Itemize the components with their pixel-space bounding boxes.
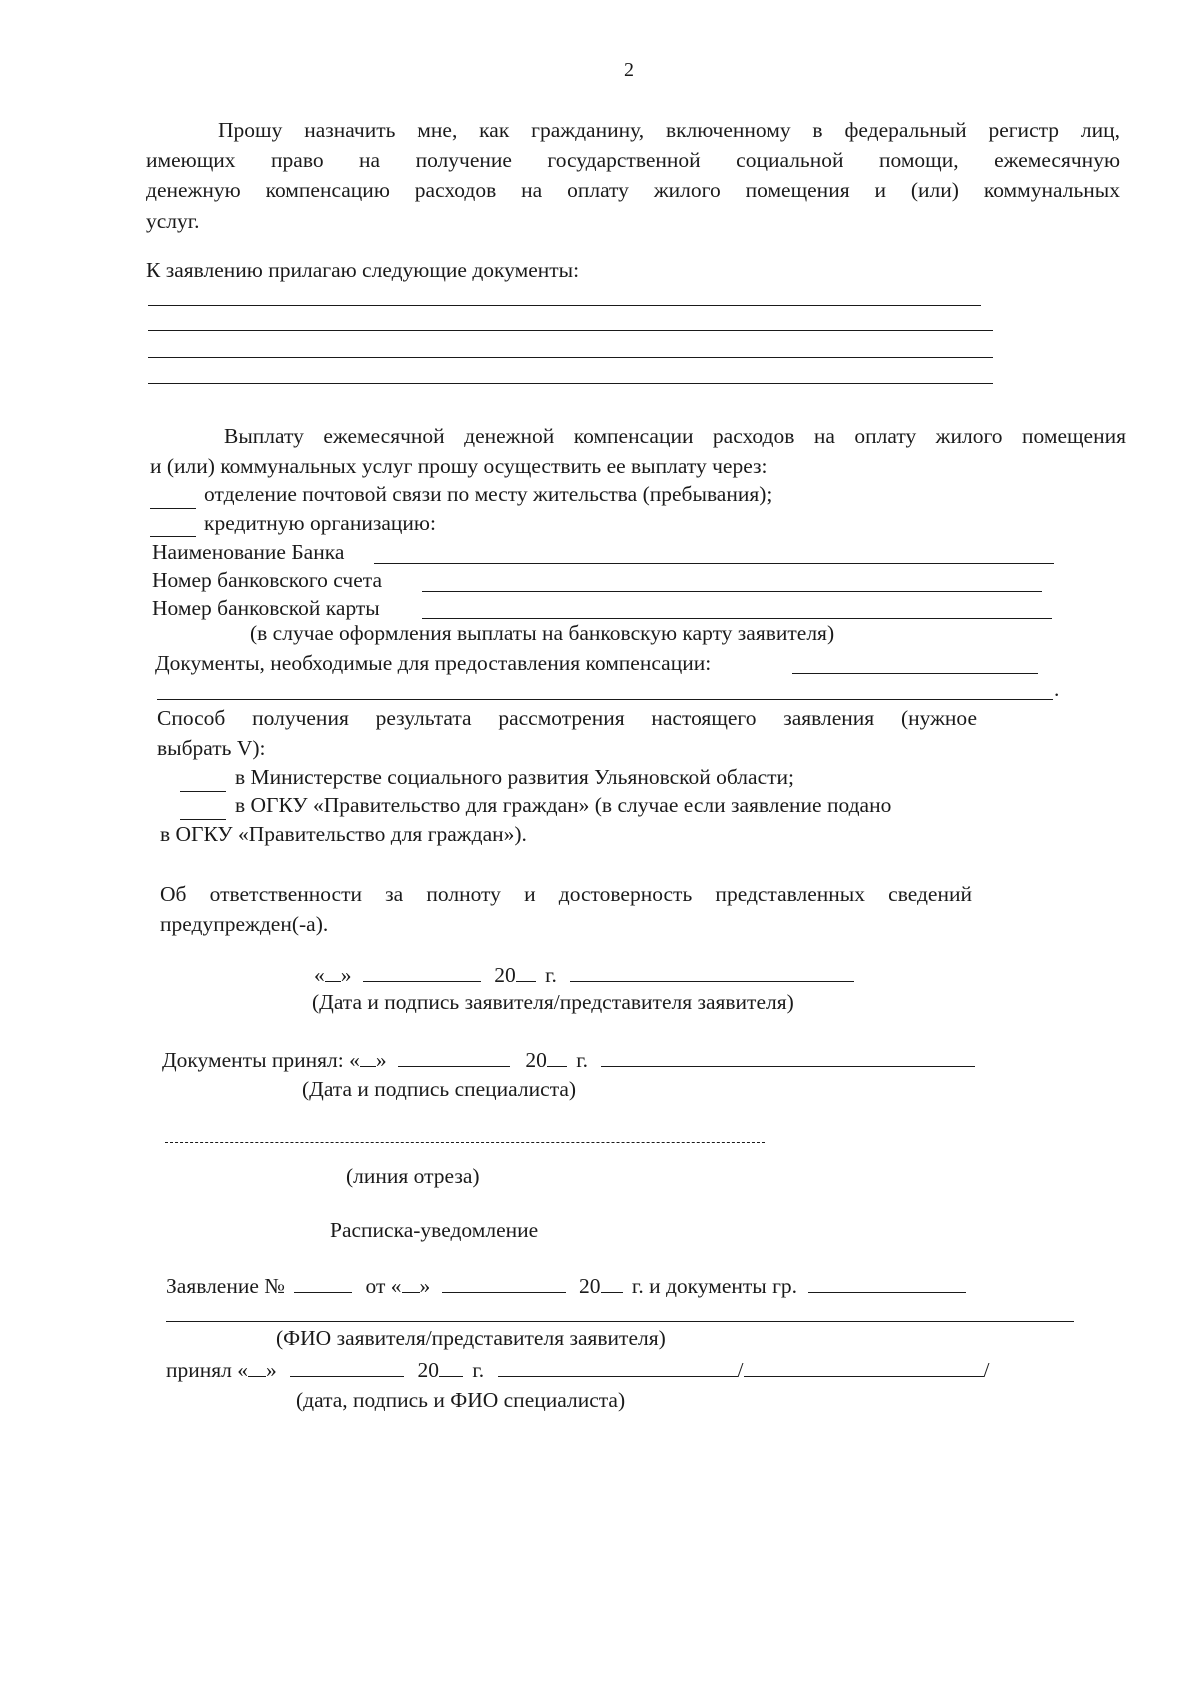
- close-quote: »: [340, 963, 352, 987]
- accepted-year-field[interactable]: [547, 1050, 567, 1067]
- documents-end-period: .: [1054, 677, 1060, 701]
- documents-field-1[interactable]: [792, 673, 1038, 674]
- receipt-accepted-line[interactable]: [166, 1358, 990, 1384]
- accepted-label: Документы принял: «: [162, 1048, 360, 1072]
- payment-line-2: и (или) коммунальных услуг прошу осуществить ее выплату через:: [150, 454, 768, 478]
- receipt-year-prefix: 20: [579, 1274, 601, 1298]
- receipt-accepted-year-suffix: г.: [472, 1358, 485, 1382]
- cut-line: [165, 1142, 765, 1143]
- applicant-signature-field[interactable]: [570, 965, 854, 982]
- applicant-caption: (Дата и подпись заявителя/представителя заявителя): [312, 990, 794, 1014]
- receipt-title: Расписка-уведомление: [330, 1218, 539, 1242]
- citizen-name-field-2[interactable]: [166, 1321, 1074, 1322]
- day-field[interactable]: [325, 965, 341, 982]
- bank-account-field[interactable]: [422, 591, 1042, 592]
- credit-option-checkbox[interactable]: [150, 536, 196, 537]
- accepted-caption: (Дата и подпись специалиста): [302, 1077, 577, 1101]
- citizen-name-field[interactable]: [808, 1276, 966, 1293]
- ministry-option-label: в Министерстве социального развития Ульяновской области;: [235, 765, 794, 789]
- request-line-4: услуг.: [146, 209, 200, 233]
- cut-line-caption: (линия отреза): [346, 1164, 480, 1188]
- open-quote: «: [314, 963, 325, 987]
- ogku-option-checkbox[interactable]: [180, 819, 226, 820]
- page-number: 2: [624, 59, 634, 81]
- accepted-day-field[interactable]: [360, 1050, 376, 1067]
- attachment-line-1[interactable]: [148, 305, 981, 306]
- bank-name-label: Наименование Банка: [152, 540, 345, 564]
- specialist-signature-field[interactable]: [498, 1360, 738, 1377]
- accepted-year-suffix: г.: [576, 1048, 589, 1072]
- attachment-line-3[interactable]: [148, 357, 993, 358]
- fio-caption: (ФИО заявителя/представителя заявителя): [276, 1326, 666, 1350]
- statement-number-field[interactable]: [294, 1276, 352, 1293]
- bank-account-label: Номер банковского счета: [152, 568, 382, 592]
- result-line-1: Способ получения результата рассмотрения настоящего заявления (нужное: [157, 706, 977, 730]
- request-line-3: денежную компенсацию расходов на оплату жилого помещения и (или) коммунальных: [146, 178, 1120, 202]
- receipt-statement-line[interactable]: [166, 1274, 966, 1300]
- statement-label: Заявление №: [166, 1274, 285, 1298]
- receipt-day-field[interactable]: [402, 1276, 420, 1293]
- ogku-option-label-2: в ОГКУ «Правительство для граждан»).: [160, 822, 527, 846]
- slash-2: /: [983, 1358, 990, 1382]
- receipt-accepted-label: принял «: [166, 1358, 249, 1382]
- attachments-label: К заявлению прилагаю следующие документы:: [146, 258, 580, 282]
- bank-name-field[interactable]: [374, 563, 1054, 564]
- year-prefix: 20: [494, 963, 516, 987]
- credit-option-label: кредитную организацию:: [204, 511, 436, 535]
- receipt-month-field[interactable]: [442, 1276, 566, 1293]
- year-suffix: г.: [545, 963, 557, 987]
- accepted-line[interactable]: [162, 1048, 975, 1074]
- payment-line-1: Выплату ежемесячной денежной компенсации расходов на оплату жилого помещения: [224, 424, 1126, 448]
- attachment-line-4[interactable]: [148, 383, 993, 384]
- request-line-2: имеющих право на получение государственной социальной помощи, ежемесячную: [146, 148, 1120, 172]
- post-option-checkbox[interactable]: [150, 508, 196, 509]
- docs-label: г. и документы гр.: [631, 1274, 798, 1298]
- applicant-date-line[interactable]: [314, 963, 854, 989]
- year-field[interactable]: [516, 965, 536, 982]
- receipt-accepted-year-field[interactable]: [439, 1360, 463, 1377]
- bank-card-field[interactable]: [422, 618, 1052, 619]
- ogku-option-label-1: в ОГКУ «Правительство для граждан» (в случае если заявление подано: [235, 793, 892, 817]
- post-option-label: отделение почтовой связи по месту жительства (пребывания);: [204, 482, 773, 506]
- accepted-signature-field[interactable]: [601, 1050, 975, 1067]
- specialist-name-field[interactable]: [744, 1360, 984, 1377]
- receipt-accepted-day-field[interactable]: [248, 1360, 266, 1377]
- attachment-line-2[interactable]: [148, 330, 993, 331]
- slash-1: /: [737, 1358, 744, 1382]
- ministry-option-checkbox[interactable]: [180, 791, 226, 792]
- responsibility-line-2: предупрежден(-а).: [160, 912, 329, 936]
- receipt-accepted-year-prefix: 20: [417, 1358, 440, 1382]
- receipt-accepted-close-quote: »: [266, 1358, 277, 1382]
- documents-label: Документы, необходимые для предоставления компенсации:: [155, 651, 712, 675]
- receipt-accepted-month-field[interactable]: [290, 1360, 404, 1377]
- card-note: (в случае оформления выплаты на банковскую карту заявителя): [250, 621, 835, 645]
- accepted-close-quote: »: [375, 1048, 387, 1072]
- from-label: от «: [365, 1274, 402, 1298]
- bank-card-label: Номер банковской карты: [152, 596, 380, 620]
- request-line-1: Прошу назначить мне, как гражданину, включенному в федеральный регистр лиц,: [218, 118, 1120, 142]
- accepted-year-prefix: 20: [525, 1048, 547, 1072]
- documents-field-2[interactable]: [157, 699, 1053, 700]
- result-line-2: выбрать V):: [157, 736, 266, 760]
- responsibility-line-1: Об ответственности за полноту и достоверность представленных сведений: [160, 882, 972, 906]
- accepted-month-field[interactable]: [398, 1050, 510, 1067]
- receipt-close-quote: »: [419, 1274, 431, 1298]
- specialist-caption: (дата, подпись и ФИО специалиста): [296, 1388, 626, 1412]
- month-field[interactable]: [363, 965, 481, 982]
- receipt-year-field[interactable]: [601, 1276, 623, 1293]
